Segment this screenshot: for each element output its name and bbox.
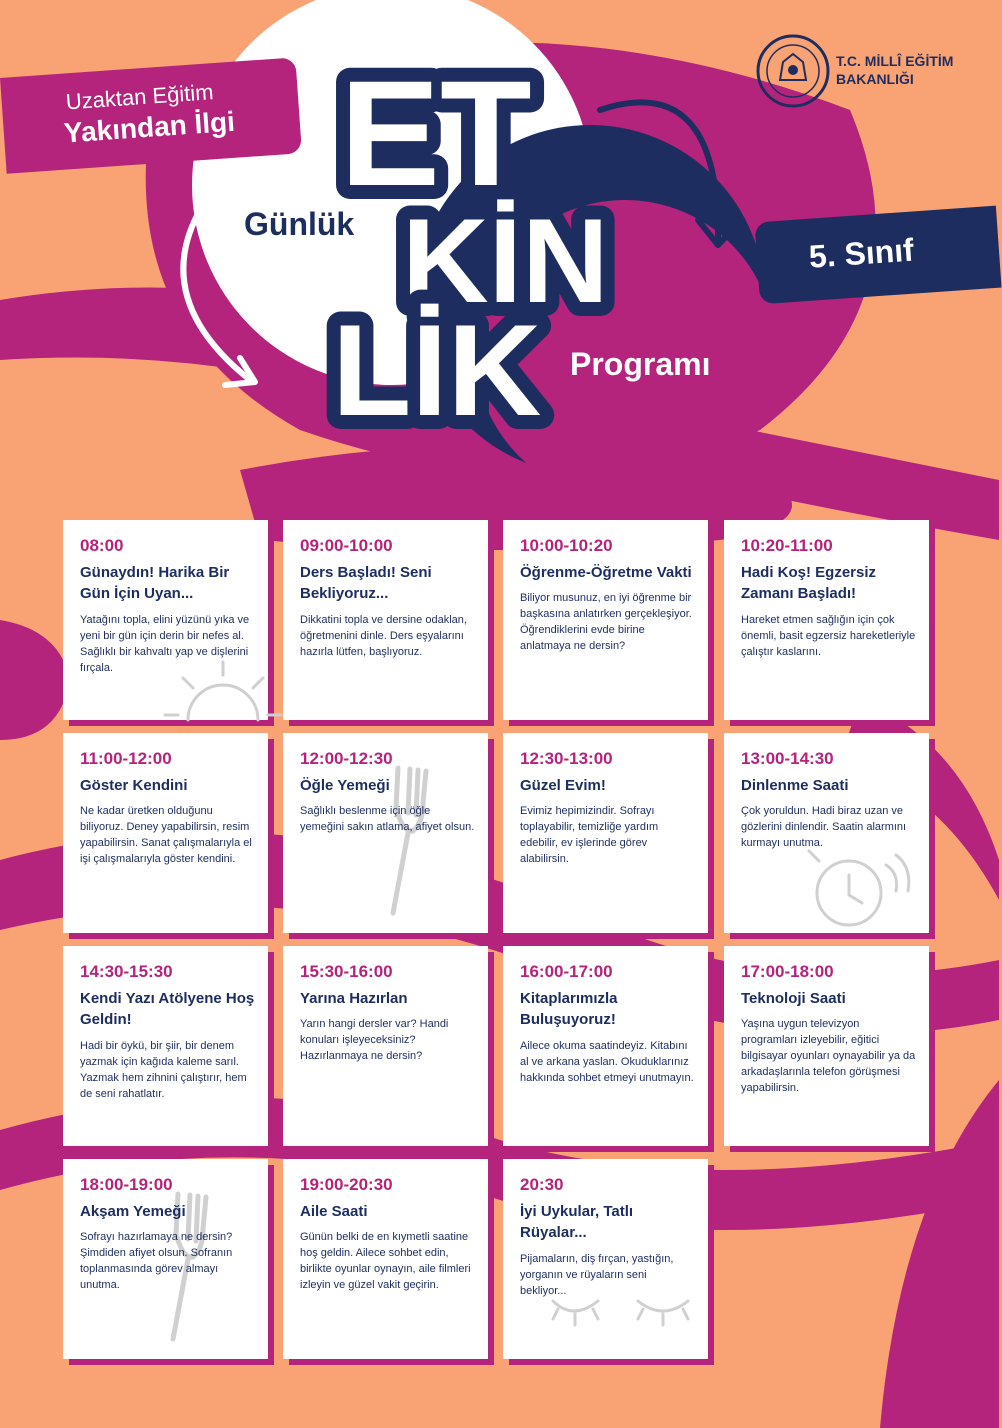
schedule-time: 16:00-17:00 <box>520 962 613 981</box>
schedule-card <box>283 733 488 933</box>
schedule-title: Öğle Yemeği <box>300 777 390 794</box>
schedule-description: Hareket etmen sağlığın için çok önemli, basit egzersiz hareketleriyle çalıştır kaslarını. <box>741 614 916 658</box>
schedule-time: 13:00-14:30 <box>741 749 834 768</box>
schedule-description: Ne kadar üretken olduğunu biliyoruz. Deney yapabilirsin, resim yapabilirsin. Sanat çalışmalarıyla el işi çalışmalarıyla göster kendini. <box>80 805 252 865</box>
schedule-description: Çok yoruldun. Hadi biraz uzan ve gözlerini dinlendir. Saatin alarmını kurmayı unutma. <box>741 805 907 849</box>
schedule-card <box>724 946 929 1146</box>
schedule-time: 10:20-11:00 <box>741 536 833 555</box>
schedule-description: Evimiz hepimizindir. Sofrayı toplayabilir, temizliğe yardım edebilir, ev işlerinde görev alabilirsin. <box>520 805 659 865</box>
schedule-time: 08:00 <box>80 536 124 555</box>
schedule-time: 14:30-15:30 <box>80 962 173 981</box>
title-prefix: Günlük <box>244 206 355 242</box>
schedule-title: İyi Uykular, Tatlı Rüyalar... <box>520 1203 634 1241</box>
schedule-title: Akşam Yemeği <box>80 1203 186 1220</box>
schedule-time: 20:30 <box>520 1175 564 1194</box>
schedule-description: Hadi bir öykü, bir şiir, bir denem yazmak için kağıda kaleme sarıl. Yazmak hem zihnini çalıştırır, hem de seni rahatlatır. <box>80 1040 247 1100</box>
schedule-time: 10:00-10:20 <box>520 536 613 555</box>
schedule-time: 12:30-13:00 <box>520 749 613 768</box>
title-line-3: LİK <box>332 297 542 443</box>
schedule-title: Kendi Yazı Atölyene Hoş Geldin! <box>80 990 255 1028</box>
title-suffix: Programı <box>570 346 711 382</box>
schedule-card <box>63 1159 268 1359</box>
schedule-card <box>503 520 708 720</box>
schedule-time: 12:00-12:30 <box>300 749 393 768</box>
schedule-card <box>503 1159 708 1359</box>
schedule-card <box>283 520 488 720</box>
schedule-time: 09:00-10:00 <box>300 536 393 555</box>
ministry-seal-icon <box>754 32 832 110</box>
schedule-description: Yarın hangi dersler var? Handi konuları işleyeceksiniz? Hazırlanmaya ne dersin? <box>300 1018 449 1062</box>
main-title-logo <box>320 40 609 443</box>
schedule-card <box>724 733 929 933</box>
tagline-line2: Yakından İlgi <box>62 105 236 149</box>
schedule-card <box>503 946 708 1146</box>
schedule-title: Göster Kendini <box>80 777 188 794</box>
schedule-description: Biliyor musunuz, en iyi öğrenme bir başkasına anlatırken gerçekleşiyor. Öğrendiklerini evde birine anlatmaya ne dersin? <box>520 592 692 652</box>
schedule-title: Teknoloji Saati <box>741 990 846 1007</box>
schedule-time: 19:00-20:30 <box>300 1175 393 1194</box>
schedule-card <box>63 520 268 720</box>
grade-banner <box>754 206 1001 305</box>
schedule-card <box>283 1159 488 1359</box>
schedule-description: Sofrayı hazırlamaya ne dersin? Şimdiden afiyet olsun. Sofranın toplanmasında görev almayı unutma. <box>80 1231 233 1291</box>
alarm-clock-icon <box>804 843 914 938</box>
ministry-line2: BAKANLIĞI <box>836 71 914 87</box>
schedule-description: Pijamaların, diş fırçan, yastığın, yorganın ve rüyaların seni bekliyor... <box>520 1253 674 1297</box>
schedule-card <box>724 520 929 720</box>
schedule-title: Hadi Koş! Egzersiz Zamanı Başladı! <box>741 564 877 602</box>
schedule-description: Ailece okuma saatindeyiz. Kitabını al ve arkana yaslan. Okuduklarınız hakkında sohbet etmeyi unutmayın. <box>520 1040 694 1084</box>
schedule-title: Yarına Hazırlan <box>300 990 408 1007</box>
grade-label: 5. Sınıf <box>807 231 915 275</box>
schedule-time: 15:30-16:00 <box>300 962 393 981</box>
schedule-time: 11:00-12:00 <box>80 749 172 768</box>
schedule-time: 18:00-19:00 <box>80 1175 173 1194</box>
title-line-2: KİN <box>402 194 609 328</box>
schedule-description: Yaşına uygun televizyon programları izleyebilir, eğitici bilgisayar oyunları oynayabilir ya da arkadaşlarınla telefon görüşmesi yapabilirsin. <box>741 1018 916 1094</box>
schedule-card <box>503 733 708 933</box>
schedule-time: 17:00-18:00 <box>741 962 834 981</box>
schedule-description: Günün belki de en kıymetli saatine hoş geldin. Ailece sohbet edin, birlikte oyunlar oynayın, aile filmleri izleyin ve güzel vakit geçirin. <box>300 1231 471 1291</box>
schedule-description: Dikkatini topla ve dersine odaklan, öğretmenini dinle. Ders eşyalarını hazırla lütfen, başlıyoruz. <box>300 614 467 658</box>
schedule-card <box>63 733 268 933</box>
schedule-title: Öğrenme-Öğretme Vakti <box>520 564 692 581</box>
schedule-title: Ders Başladı! Seni Bekliyoruz... <box>300 564 432 602</box>
ministry-name <box>836 52 953 88</box>
schedule-card <box>63 946 268 1146</box>
schedule-title: Günaydın! Harika Bir Gün İçin Uyan... <box>80 564 230 602</box>
schedule-title: Aile Saati <box>300 1203 368 1220</box>
schedule-title: Dinlenme Saati <box>741 777 849 794</box>
schedule-title: Kitaplarımızla Buluşuyoruz! <box>520 990 618 1028</box>
schedule-title: Güzel Evim! <box>520 777 606 794</box>
tagline-line1: Uzaktan Eğitim <box>64 79 215 115</box>
schedule-description: Sağlıklı beslenme için öğle yemeğini sakın atlama, afiyet olsun. <box>300 805 475 833</box>
schedule-description: Yatağını topla, elini yüzünü yıka ve yeni bir gün için derin bir nefes al. Sağlıklı bir kahvaltı yap ve dişlerini fırçala. <box>80 614 250 674</box>
title-line-1: ET <box>340 49 532 217</box>
schedule-card <box>283 946 488 1146</box>
ministry-line1: T.C. MİLLÎ EĞİTİM <box>836 53 954 69</box>
